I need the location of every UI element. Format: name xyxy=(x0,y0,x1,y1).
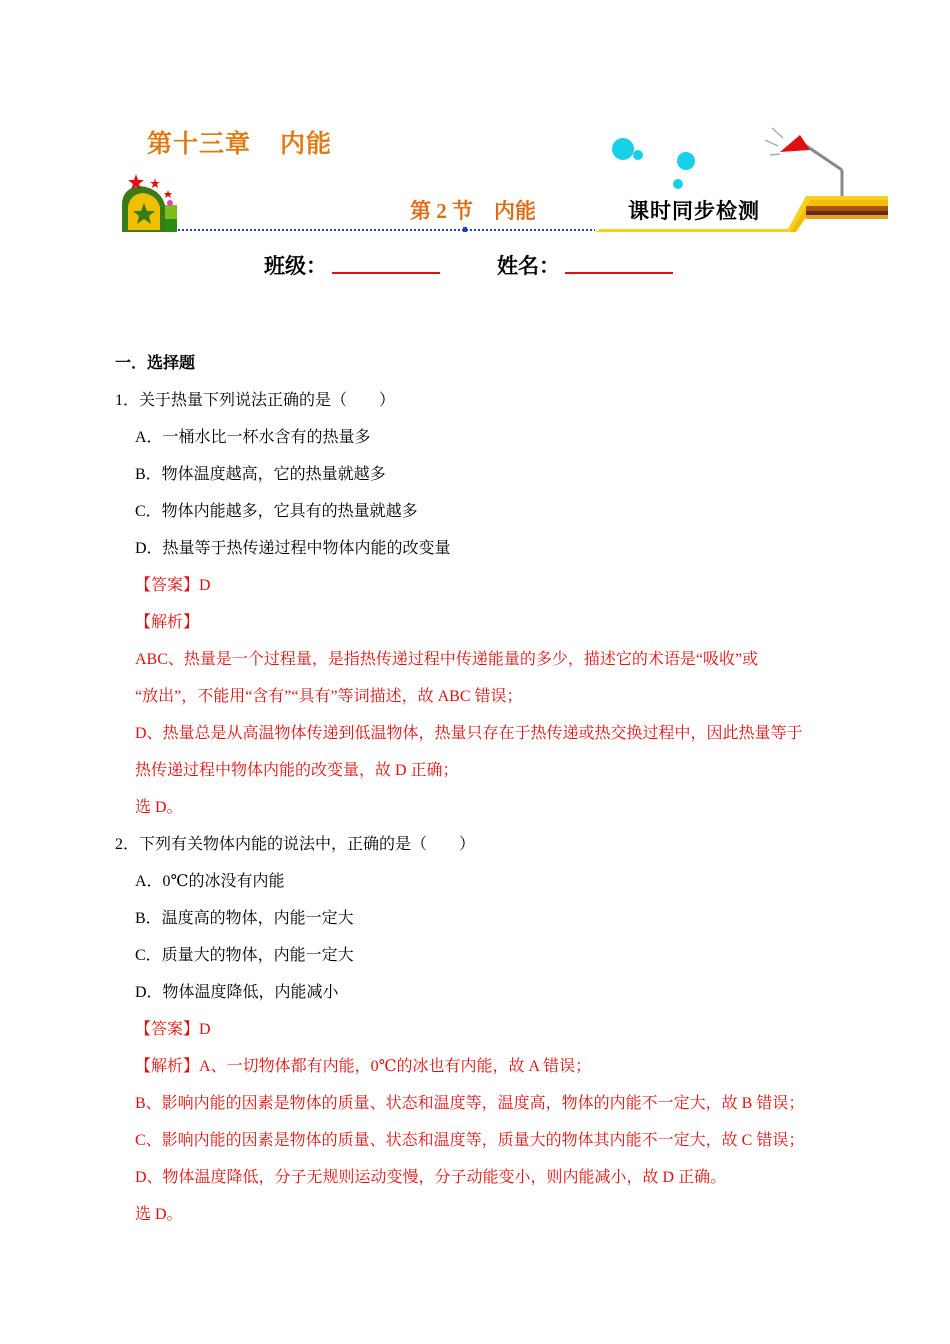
class-label: 班级： xyxy=(264,254,327,278)
section-heading: 一．选择题 xyxy=(115,355,196,372)
class-field[interactable] xyxy=(332,272,440,274)
name-field[interactable] xyxy=(565,272,673,274)
option-d: D．热量等于热传递过程中物体内能的改变量 xyxy=(135,540,451,557)
option-b: B．物体温度越高，它的热量就越多 xyxy=(135,466,386,483)
analysis-line: D、物体温度降低，分子无规则运动变慢，分子动能变小，则内能减小，故 D 正确。 xyxy=(135,1169,727,1186)
analysis-line: D、热量总是从高温物体传递到低温物体，热量只存在于热传递或热交换过程中，因此热量等于 xyxy=(135,725,803,742)
analysis-line: 选 D。 xyxy=(135,1206,183,1223)
analysis-label: 【解析】 xyxy=(135,614,200,631)
question-stem: 2．下列有关物体内能的说法中，正确的是（ ） xyxy=(115,836,476,853)
analysis-first-line xyxy=(115,1048,845,1085)
analysis-line: ABC、热量是一个过程量，是指热传递过程中传递能量的多少，描述它的术语是“吸收”或 xyxy=(135,651,759,668)
page-tag: 课时同步检测 xyxy=(628,199,760,223)
option-c: C．质量大的物体，内能一定大 xyxy=(135,947,354,964)
option-d: D．物体温度降低，内能减小 xyxy=(135,984,339,1001)
option-c: C．物体内能越多，它具有的热量就越多 xyxy=(135,503,418,520)
analysis-text: A、一切物体都有内能，0℃的冰也有内能，故 A 错误； xyxy=(199,1058,592,1075)
analysis-line: B、影响内能的因素是物体的质量、状态和温度等，温度高，物体的内能不一定大，故 B 错误； xyxy=(135,1095,805,1112)
option-a: A．一桶水比一杯水含有的热量多 xyxy=(135,429,371,446)
analysis-line: “放出”，不能用“含有”“具有”等词描述，故 ABC 错误； xyxy=(135,688,523,705)
option-b: B．温度高的物体，内能一定大 xyxy=(135,910,354,927)
option-a: A．0℃的冰没有内能 xyxy=(135,873,285,890)
desk-lamp-icon xyxy=(765,128,842,200)
header-decoration xyxy=(0,0,950,300)
question-2 xyxy=(115,826,845,1233)
analysis-line: 选 D。 xyxy=(135,799,183,816)
question-stem: 1．关于热量下列说法正确的是（ ） xyxy=(115,392,396,409)
analysis-line: 热传递过程中物体内能的改变量，故 D 正确； xyxy=(135,762,459,779)
question-area xyxy=(115,345,845,1233)
answer: 【答案】D xyxy=(135,577,211,594)
answer: 【答案】D xyxy=(135,1021,211,1038)
star-house-icon xyxy=(122,174,177,232)
analysis-line: C、影响内能的因素是物体的质量、状态和温度等，质量大的物体其内能不一定大，故 C 错误； xyxy=(135,1132,805,1149)
section-title: 第 2 节 内能 xyxy=(410,199,536,223)
question-1 xyxy=(115,382,845,826)
chapter-title: 第十三章 内能 xyxy=(147,131,333,158)
name-label: 姓名： xyxy=(497,254,560,278)
analysis-label: 【解析】 xyxy=(135,1058,200,1075)
header-art xyxy=(0,0,950,300)
